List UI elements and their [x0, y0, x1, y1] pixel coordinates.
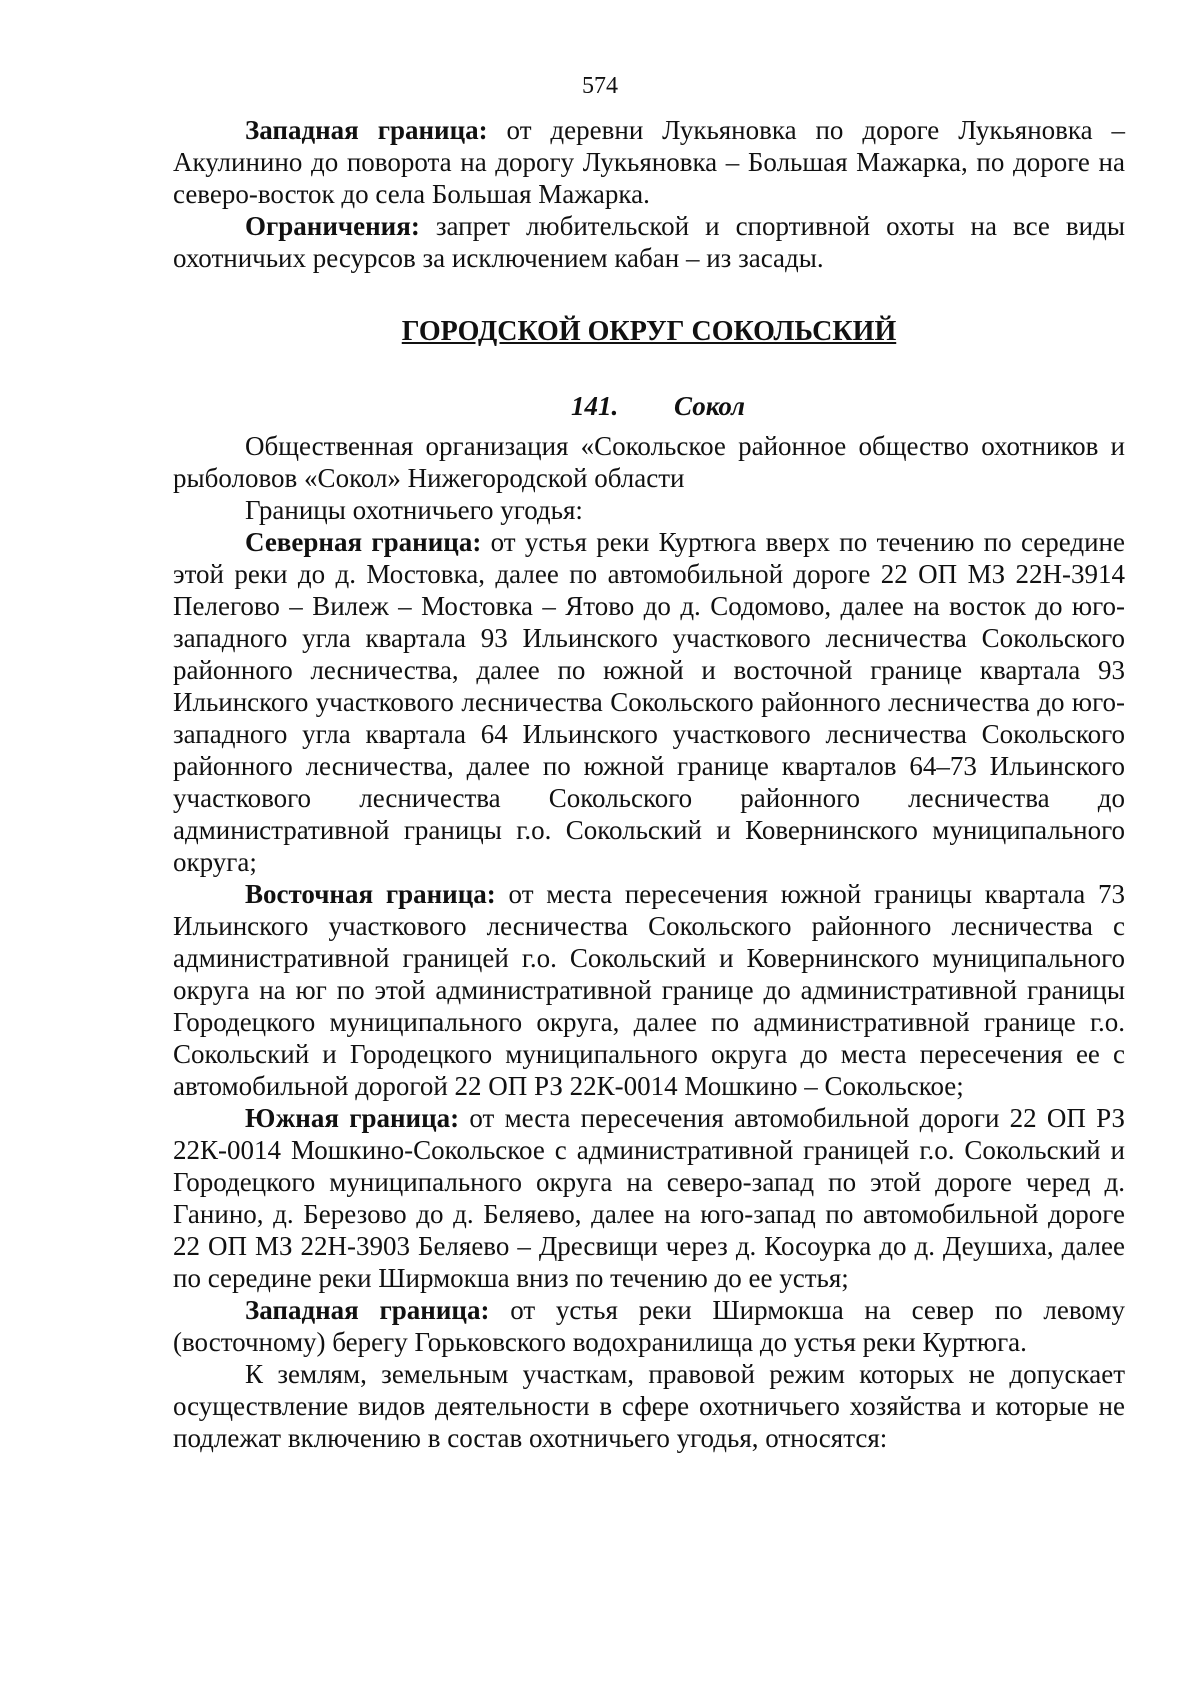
page-number: 574 — [582, 73, 618, 99]
restrictions-text: запрет любительской и спортивной охоты на все виды охотничьих ресурсов за исключением кабан – из засады. — [173, 211, 1125, 273]
western-border-paragraph — [173, 114, 1125, 210]
south-border-text: от места пересечения автомобильной дороги 22 ОП РЗ 22К-0014 Мошкино-Сокольское с административной границей г.о. Сокольский и Городецкого муниципального округа на северо-запад по этой дороге черед д. Ганино, д. Березово до д. Беляево, далее на юго-запад по автомобильной дороге 22 ОП МЗ 22Н-3903 Беляево – Дресвищи через д. Косоурка до д. Деушиха, далее по середине реки Ширмокша вниз по течению до ее устья; — [173, 1103, 1125, 1293]
document-body — [173, 114, 1125, 1454]
south-border-paragraph — [173, 1102, 1125, 1294]
borders-heading: Границы охотничьего угодья: — [245, 495, 583, 525]
section-title: ГОРОДСКОЙ ОКРУГ СОКОЛЬСКИЙ — [401, 316, 897, 347]
western-border-text: от деревни Лукьяновка по дороге Лукьяновка – Акулинино до поворота на дорогу Лукьяновка – Большая Мажарка, по дороге на северо-восток до села Большая Мажарка. — [173, 115, 1125, 209]
east-border-label: Восточная граница: — [245, 879, 496, 909]
hunting-ground-name: Сокол — [674, 391, 746, 421]
south-border-label: Южная граница: — [245, 1103, 460, 1133]
north-border-label: Северная граница: — [245, 527, 482, 557]
east-border-paragraph — [173, 878, 1125, 1102]
west-border-paragraph — [173, 1294, 1125, 1358]
western-border-label: Западная граница: — [245, 115, 488, 145]
north-border-paragraph — [173, 526, 1125, 878]
west-border-label: Западная граница: — [245, 1295, 490, 1325]
excluded-lands-paragraph: К землям, земельным участкам, правовой режим которых не допускает осуществление видов деятельности в сфере охотничьего хозяйства и которые не подлежат включению в состав охотничьего угодья, относятся: — [173, 1359, 1125, 1453]
restrictions-paragraph — [173, 210, 1125, 274]
restrictions-label: Ограничения: — [245, 211, 420, 241]
north-border-text: от устья реки Куртюга вверх по течению по середине этой реки до д. Мостовка, далее по автомобильной дороге 22 ОП МЗ 22Н-3914 Пелегово – Вилеж – Мостовка – Ятово до д. Содомово, далее на восток до юго-западного угла квартала 93 Ильинского участкового лесничества Сокольского районного лесничества, далее по южной и восточной границе квартала 93 Ильинского участкового лесничества Сокольского районного лесничества до юго-западного угла квартала 64 Ильинского участкового лесничества Сокольского районного лесничества, далее по южной границе кварталов 64–73 Ильинского участкового лесничества Сокольского районного лесничества до административной границы г.о. Сокольский и Ковернинского муниципального округа; — [173, 527, 1125, 877]
hunting-ground-title — [173, 390, 1125, 422]
east-border-text: от места пересечения южной границы квартала 73 Ильинского участкового лесничества Сокольского районного лесничества с административной границей г.о. Сокольский и Ковернинского муниципального округа на юг по этой административной границе до административной границы Городецкого муниципального округа, далее по административной границе г.о. Сокольский и Городецкого муниципального округа до места пересечения ее с автомобильной дорогой 22 ОП РЗ 22К-0014 Мошкино – Сокольское; — [173, 879, 1126, 1101]
hunting-ground-number: 141. — [571, 391, 619, 421]
organization-paragraph: Общественная организация «Сокольское районное общество охотников и рыболовов «Сокол» Нижегородской области — [173, 431, 1125, 493]
west-border-text: от устья реки Ширмокша на север по левому (восточному) берегу Горьковского водохранилища до устья реки Куртюга. — [173, 1295, 1125, 1357]
